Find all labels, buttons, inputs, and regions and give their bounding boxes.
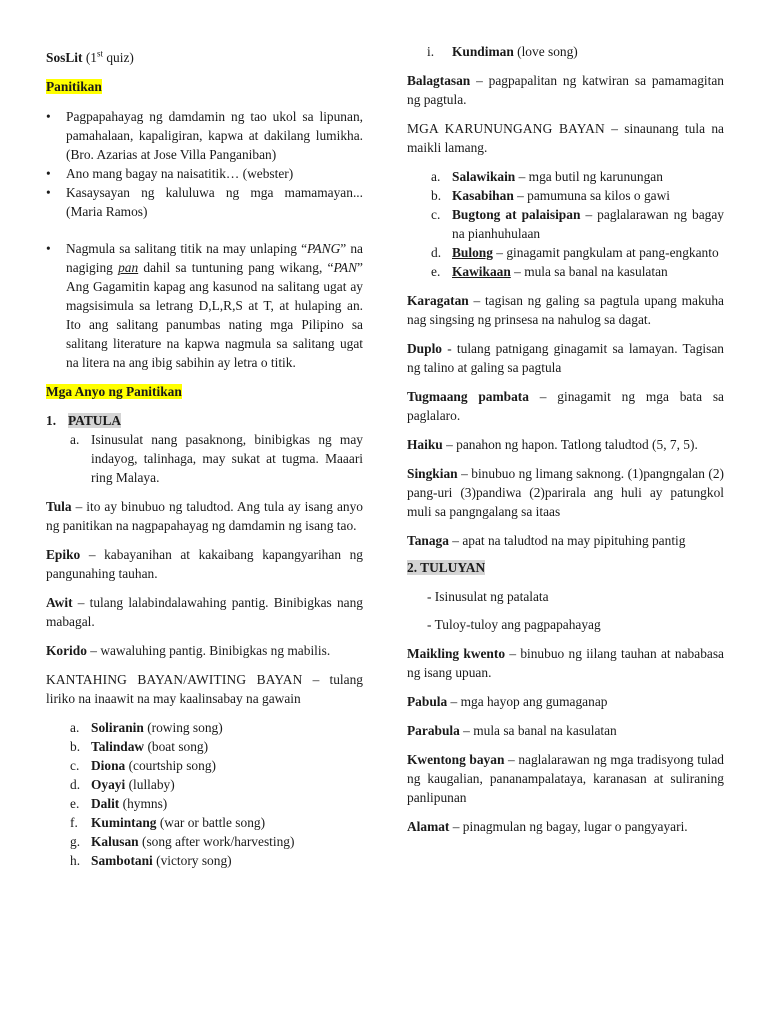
document-title: SosLit (1st quiz) bbox=[46, 48, 134, 65]
patula-item: a. Isinusulat nang pasaknong, binibigkas ng may indayog, talinhaga, may sukat at tugma. Maaari ring Malaya. bbox=[70, 432, 363, 485]
list-item: e. Dalit (hymns) bbox=[70, 796, 168, 811]
list-item: e. Kawikaan – mula sa banal na kasulatan bbox=[431, 264, 668, 279]
list-item: b. Talindaw (boat song) bbox=[70, 739, 209, 754]
definition-pabula: Pabula – mga hayop ang gumaganap bbox=[407, 694, 608, 709]
list-item: a. Salawikain – mga butil ng karunungan bbox=[431, 169, 663, 184]
definition-duplo: Duplo - tulang patnigang ginagamit sa lamayan. Tagisan ng talino at galing sa pagtula bbox=[407, 341, 724, 375]
patula-heading: 1. PATULA bbox=[46, 413, 122, 428]
list-item: • Ano mang bagay na naisatitik… (webster) bbox=[46, 164, 363, 183]
list-item: h. Sambotani (victory song) bbox=[70, 853, 232, 868]
definition-alamat: Alamat – pinagmulan ng bagay, lugar o pangyayari. bbox=[407, 819, 688, 834]
definition-awit: Awit – tulang lalabindalawahing pantig. Binibigkas nang mabagal. bbox=[46, 595, 363, 629]
section-heading-panitikan: Panitikan bbox=[46, 79, 102, 94]
list-item: d. Oyayi (lullaby) bbox=[70, 777, 175, 792]
list-item: i. Kundiman (love song) bbox=[427, 44, 578, 59]
list-item: • Pagpapahayag ng damdamin ng tao ukol sa lipunan, pamahalaan, kapaligiran, kapwa at dakilang lumikha. (Bro. Azarias at Jose Villa Panganiban) bbox=[46, 107, 363, 164]
karunungan-list bbox=[407, 167, 724, 281]
list-item: b. Kasabihan – pamumuna sa kilos o gawi bbox=[431, 188, 670, 203]
definition-parabula: Parabula – mula sa banal na kasulatan bbox=[407, 723, 617, 738]
definition-haiku: Haiku – panahon ng hapon. Tatlong taludtod (5, 7, 5). bbox=[407, 437, 698, 452]
tuluyan-note: - Isinusulat ng patalata bbox=[427, 589, 549, 604]
list-item: d. Bulong – ginagamit pangkulam at pang-engkanto bbox=[431, 245, 719, 260]
section-heading-mga-anyo: Mga Anyo ng Panitikan bbox=[46, 384, 182, 399]
panitikan-bullet-list bbox=[46, 107, 363, 221]
tuluyan-note: - Tuloy-tuloy ang pagpapahayag bbox=[427, 617, 601, 632]
definition-balagtasan: Balagtasan – pagpapalitan ng katwiran sa pamamagitan ng pagtula. bbox=[407, 73, 724, 107]
definition-tula: Tula – ito ay binubuo ng taludtod. Ang tula ay isang anyo ng panitikan na nagpapahayag ng damdamin ng isang tao. bbox=[46, 499, 363, 533]
list-item: c. Bugtong at palaisipan – paglalarawan ng bagay na pianhuhulaan bbox=[431, 207, 724, 241]
definition-tanaga: Tanaga – apat na taludtod na may pipituhing pantig bbox=[407, 533, 686, 548]
origin-paragraph: • Nagmula sa salitang titik na may unlaping “PANG” na nagiging pan dahil sa tuntuning pang wikang, “PAN” Ang Gagamitin kapag ang kasunod na salitang ugat ay magsisimula sa letrang D,L,R,S at T, at hulaping an. Ito ang salitang panumbas nating mga Pilipino sa salitang literature na kapwa nagmula sa salitang ugat na litera na ang ibig sabihin ay letra o titik. bbox=[46, 239, 363, 372]
definition-kwentong-bayan: Kwentong bayan – naglalarawan ng mga tradisyong tulad ng kaugalian, pananampalataya, karanasan at suliraning panlipunan bbox=[407, 752, 724, 805]
definition-tugmaang-pambata: Tugmaang pambata – ginagamit ng mga bata sa paglalaro. bbox=[407, 389, 724, 423]
definition-kantahing-bayan: KANTAHING BAYAN/AWITING BAYAN – tulang liriko na inaawit na may kaalinsabay na gawain bbox=[46, 672, 363, 706]
tuluyan-heading: 2. TULUYAN bbox=[407, 560, 486, 575]
left-column bbox=[46, 42, 363, 870]
list-item: g. Kalusan (song after work/harvesting) bbox=[70, 834, 295, 849]
right-column bbox=[407, 42, 724, 836]
definition-maikling-kwento: Maikling kwento – binubuo ng iilang tauhan at nababasa ng isang upuan. bbox=[407, 646, 724, 680]
list-item: f. Kumintang (war or battle song) bbox=[70, 815, 266, 830]
list-item: a. Soliranin (rowing song) bbox=[70, 720, 223, 735]
list-item: • Kasaysayan ng kaluluwa ng mga mamamayan... (Maria Ramos) bbox=[46, 183, 363, 221]
definition-singkian: Singkian – binubuo ng limang saknong. (1)pangngalan (2) pang-uri (3)pandiwa (2)parirala ang huli ay patungkol muli sa pangngalang sa itaas bbox=[407, 466, 724, 519]
definition-epiko: Epiko – kabayanihan at kakaibang kapangyarihan ng pangunahing tauhan. bbox=[46, 547, 363, 581]
definition-korido: Korido – wawaluhing pantig. Binibigkas ng mabilis. bbox=[46, 643, 331, 658]
definition-karunungang-bayan: MGA KARUNUNGANG BAYAN – sinaunang tula na maikli lamang. bbox=[407, 121, 724, 155]
definition-karagatan: Karagatan – tagisan ng galing sa pagtula upang makuha nag singsing ng prinsesa na nahulog sa dagat. bbox=[407, 293, 724, 327]
song-list bbox=[46, 718, 363, 870]
list-item: c. Diona (courtship song) bbox=[70, 758, 216, 773]
